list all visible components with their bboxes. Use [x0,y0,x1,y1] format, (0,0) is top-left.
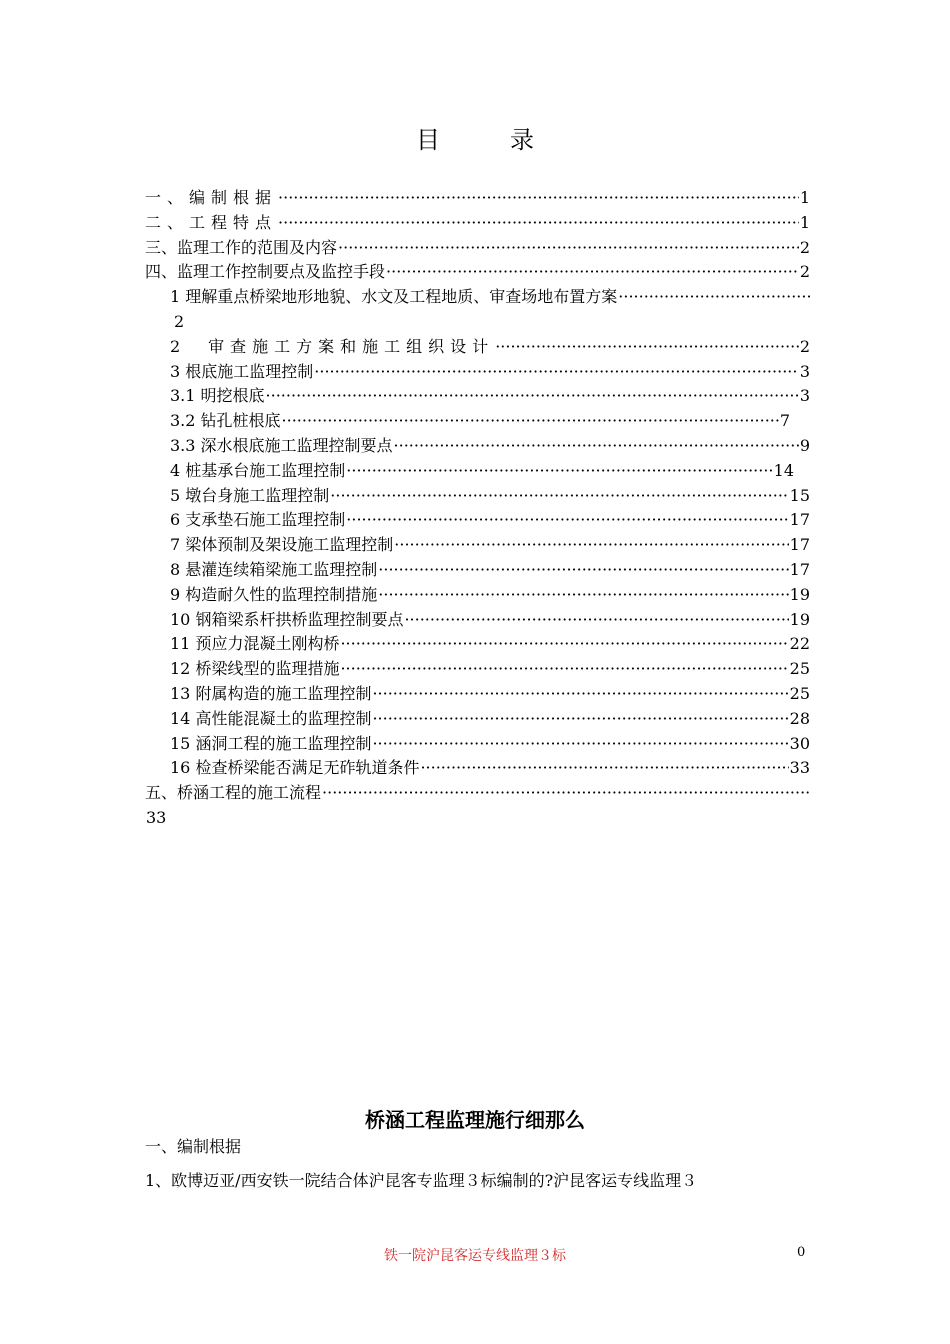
page-number: 0 [797,1245,806,1260]
toc-entry-page: 14 [773,460,794,480]
toc-entry-page: 9 [799,435,810,455]
toc-entry-page: 28 [789,708,810,728]
toc-leader-dots [314,360,799,385]
toc-entry[interactable] [145,484,810,509]
toc-leader-dots [330,484,788,509]
toc-entry-page: 33 [789,758,810,778]
toc-entry-label: 14 高性能混凝土的监理控制 [170,707,372,732]
toc-title-right: 录 [510,126,534,154]
toc-entry-page: 33 [146,807,167,827]
toc-entry-label: 3 根底施工监理控制 [170,360,314,385]
toc-entry[interactable] [145,285,810,310]
toc-entry-label: 16 检查桥梁能否满足无砟轨道条件 [170,756,420,781]
toc-entry[interactable] [145,558,810,583]
toc-entry-page: 17 [789,510,810,530]
toc-leader-dots [386,260,799,285]
toc-leader-dots [394,434,799,459]
toc-entry-page: 25 [789,683,810,703]
toc-leader-dots [372,682,788,707]
toc-entry[interactable] [145,707,810,732]
toc-entry-label: 3.2 钻孔桩根底 [170,409,282,434]
toc-entry-label: 3.3 深水根底施工监理控制要点 [170,434,394,459]
toc-leader-dots [340,657,788,682]
toc-entry-label: 五、桥涵工程的施工流程 [145,781,322,806]
toc-entry-page: 17 [789,559,810,579]
toc-entry-page: 2 [799,237,810,257]
toc-entry-label: 3.1 明挖根底 [170,384,266,409]
toc-leader-dots [495,335,799,360]
toc-leader-dots [266,384,799,409]
toc-entry-page: 19 [789,609,810,629]
toc-entry[interactable] [145,459,810,484]
toc-entry[interactable] [145,756,810,781]
toc-entry-page: 19 [789,584,810,604]
toc-entry[interactable] [145,682,810,707]
toc-entry-page: 3 [799,361,810,381]
toc-entry-page: 17 [789,535,810,555]
toc-entry-label: 6 支承垫石施工监理控制 [170,508,346,533]
table-of-contents [145,186,810,831]
toc-entry-page: 1 [799,212,810,232]
toc-entry[interactable] [145,211,810,236]
toc-entry-page: 15 [789,485,810,505]
toc-title [0,120,950,155]
toc-entry-label: 1 理解重点桥梁地形地貌、水文及工程地质、审查场地布置方案 [170,285,618,310]
toc-entry[interactable] [145,409,810,434]
toc-entry-label: 7 梁体预制及架设施工监理控制 [170,533,394,558]
toc-leader-dots [322,781,810,806]
toc-entry[interactable] [145,434,810,459]
toc-entry-page: 30 [789,733,810,753]
toc-entry-label: 13 附属构造的施工监理控制 [170,682,372,707]
section-heading: 一、编制根据 [145,1137,242,1156]
toc-entry-label: 四、监理工作控制要点及监控手段 [145,260,386,285]
toc-leader-dots [372,732,788,757]
toc-leader-dots [394,533,788,558]
toc-entry[interactable] [145,781,810,806]
toc-leader-dots [346,459,772,484]
toc-entry-label: 9 构造耐久性的监理控制措施 [170,583,378,608]
page-footer: 铁一院沪昆客运专线监理３标 [384,1248,566,1264]
toc-entry[interactable] [145,583,810,608]
toc-entry-continuation [145,806,810,831]
toc-entry[interactable] [145,732,810,757]
toc-entry-label: 8 悬灌连续箱梁施工监理控制 [170,558,378,583]
toc-entry-page: 2 [799,336,810,356]
toc-entry-label: 三、监理工作的范围及内容 [145,236,338,261]
toc-entry-page: 7 [779,411,790,431]
toc-entry[interactable] [145,533,810,558]
toc-leader-dots [340,632,788,657]
toc-entry-label: 一、编制根据 [145,186,278,211]
toc-entry[interactable] [145,260,810,285]
toc-leader-dots [278,211,799,236]
toc-entry-page: 25 [789,659,810,679]
toc-entry[interactable] [145,335,810,360]
toc-entry[interactable] [145,508,810,533]
toc-entry[interactable] [145,632,810,657]
toc-entry-label: 4 桩基承台施工监理控制 [170,459,346,484]
toc-entry-label: 2 审查施工方案和施工组织设计 [170,335,495,360]
toc-entry[interactable] [145,384,810,409]
toc-leader-dots [420,756,788,781]
toc-entry-page: 22 [789,634,810,654]
toc-leader-dots [338,236,799,261]
toc-entry[interactable] [145,236,810,261]
toc-entry-continuation [145,310,810,335]
toc-entry-page: 2 [799,262,810,282]
toc-leader-dots [346,508,788,533]
document-title: 桥涵工程监理施行细那么 [365,1108,585,1132]
toc-leader-dots [372,707,788,732]
toc-leader-dots [282,409,779,434]
toc-entry[interactable] [145,186,810,211]
toc-entry-page: 2 [174,311,185,331]
toc-entry-label: 二、工程特点 [145,211,278,236]
toc-entry-label: 10 钢箱梁系杆拱桥监理控制要点 [170,608,404,633]
toc-title-left: 目 [416,126,440,154]
toc-entry-page: 1 [799,188,810,207]
toc-leader-dots [278,186,799,211]
toc-entry-label: 15 涵洞工程的施工监理控制 [170,732,372,757]
body-paragraph: 1、欧博迈亚/西安铁一院结合体沪昆客专监理３标编制的?沪昆客运专线监理３ [145,1171,698,1190]
toc-leader-dots [378,583,788,608]
toc-leader-dots [378,558,788,583]
toc-entry[interactable] [145,360,810,385]
toc-entry[interactable] [145,657,810,682]
toc-entry-label: 12 桥梁线型的监理措施 [170,657,340,682]
toc-leader-dots [618,285,810,310]
toc-leader-dots [404,608,788,633]
toc-entry-label: 11 预应力混凝土刚构桥 [170,632,340,657]
toc-entry-label: 5 墩台身施工监理控制 [170,484,330,509]
toc-entry[interactable] [145,608,810,633]
toc-entry-page: 3 [799,386,810,406]
